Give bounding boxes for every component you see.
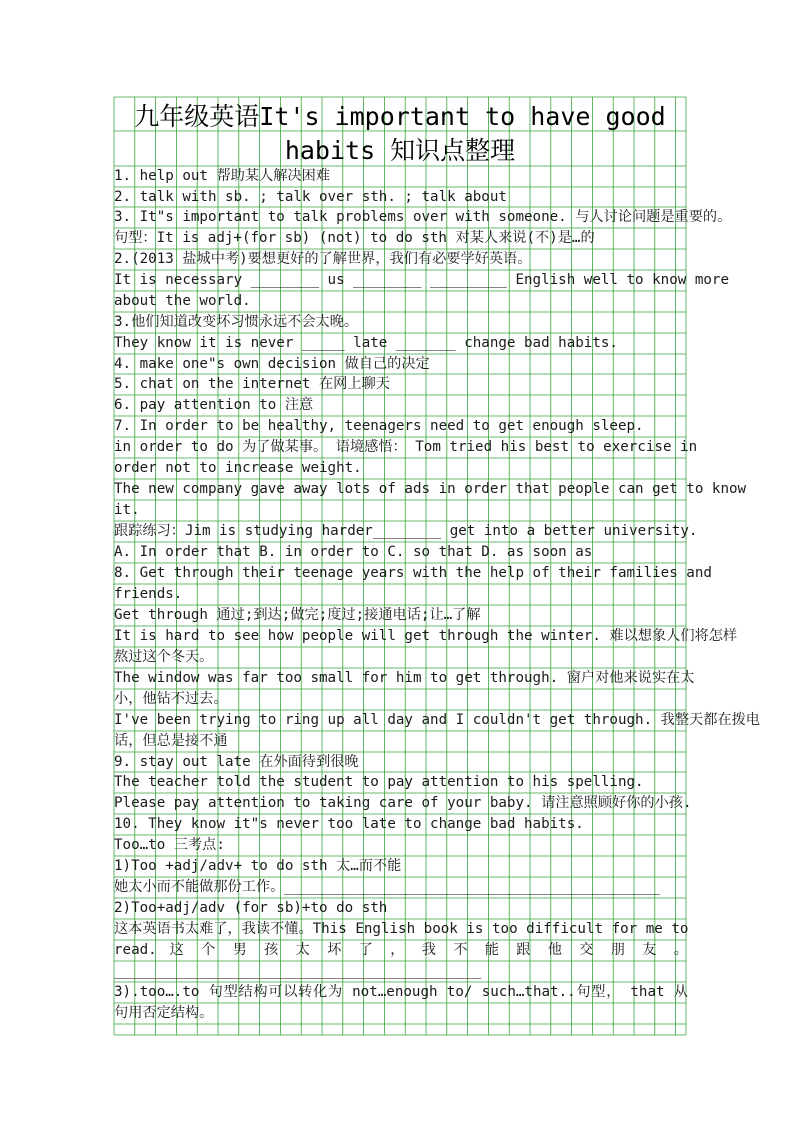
text-line: 5. chat on the internet 在网上聊天 bbox=[114, 376, 390, 392]
text-line: about the world. bbox=[114, 293, 251, 309]
text-line: 3.他们知道改变坏习惯永远不会太晚。 bbox=[114, 314, 359, 330]
text-line: Please pay attention to taking care of your baby. 请注意照顾好你的小孩. bbox=[114, 795, 692, 811]
text-line: 熬过这个冬天。 bbox=[114, 649, 214, 665]
text-line: 2)Too+adj/adv (for sb)+to do sth bbox=[114, 900, 388, 916]
text-line: 9. stay out late 在外面待到很晚 bbox=[114, 754, 359, 770]
text-line bbox=[114, 711, 760, 729]
text-line bbox=[114, 271, 729, 289]
text-line: 10. They know it"s never too late to change bad habits. bbox=[114, 816, 584, 832]
text-line: 小，他钻不过去。 bbox=[114, 691, 228, 707]
text-line bbox=[114, 669, 695, 687]
text-line: 她太小而不能做那份工作。____________________________________________ bbox=[114, 879, 661, 895]
text-line bbox=[114, 564, 712, 582]
text-line: 句型：It is adj+(for sb) (not) to do sth 对某人来说(不)是…的 bbox=[114, 230, 595, 246]
text-line: it. bbox=[114, 502, 140, 518]
text-line: A. In order that B. in order to C. so that D. as soon as bbox=[114, 544, 593, 560]
text-line: 话，但总是接不通 bbox=[114, 733, 228, 749]
document-title-line-2: habits 知识点整理 bbox=[284, 136, 516, 165]
text-line: They know it is never _____ late _______ change bad habits. bbox=[114, 335, 618, 351]
text-line bbox=[114, 983, 688, 1001]
text-line: 2.(2013 盐城中考)要想更好的了解世界，我们有必要学好英语。 bbox=[114, 251, 532, 267]
text-line: 1. help out 帮助某人解决困难 bbox=[114, 168, 330, 184]
text-line: Too…to 三考点: bbox=[114, 837, 225, 853]
text-line: ___________________________________________ bbox=[114, 963, 482, 979]
text-line-content: The new company gave away lots of ads in order that people can get to know bbox=[114, 481, 747, 497]
text-line: 3. It"s important to talk problems over with someone. 与人讨论问题是重要的。 bbox=[114, 209, 732, 225]
text-line bbox=[114, 480, 747, 498]
text-line-content: The window was far too small for him to get through. 窗户对他来说实在太 bbox=[114, 670, 695, 686]
text-line-content: 8. Get through their teenage years with the help of their families and bbox=[114, 565, 712, 581]
text-line bbox=[114, 920, 688, 938]
text-line: 7. In order to be healthy, teenagers need to get enough sleep. bbox=[114, 418, 644, 434]
text-line-content: 3).too….to 句型结构可以转化为 not…enough to/ such…that..句型， that 从 bbox=[114, 984, 688, 1000]
text-line: 1)Too +adj/adv+ to do sth 太…而不能 bbox=[114, 858, 402, 874]
text-line bbox=[114, 438, 698, 456]
text-line: Get through 通过;到达;做完;度过;接通电话;让…了解 bbox=[114, 607, 481, 623]
text-line bbox=[114, 627, 738, 645]
text-line-content: read. 这 个 男 孩 太 坏 了 ， 我 不 能 跟 他 交 朋 友 。 bbox=[114, 942, 688, 958]
text-line bbox=[114, 941, 688, 959]
text-line-content: 这本英语书太难了，我读不懂。This English book is too difficult for me to bbox=[114, 921, 689, 937]
text-line: friends. bbox=[114, 586, 183, 602]
text-line-content: I've been trying to ring up all day and I couldn't get through. 我整天都在拨电 bbox=[114, 712, 760, 728]
text-line: 2. talk with sb. ; talk over sth. ; talk about bbox=[114, 189, 507, 205]
text-line: 4. make one"s own decision 做自己的决定 bbox=[114, 356, 430, 372]
text-line-content: It is necessary ________ us ________ _________ English well to know more bbox=[114, 272, 729, 288]
text-line: The teacher told the student to pay attention to his spelling. bbox=[114, 774, 644, 790]
text-line-content: in order to do 为了做某事。 语境感悟： Tom tried his best to exercise in bbox=[114, 439, 698, 455]
text-line: 跟踪练习：Jim is studying harder________ get into a better university. bbox=[114, 523, 698, 539]
document-title-line-1: 九年级英语It's important to have good bbox=[134, 102, 666, 131]
text-line: 6. pay attention to 注意 bbox=[114, 397, 314, 413]
text-line: order not to increase weight. bbox=[114, 460, 362, 476]
text-line-content: It is hard to see how people will get through the winter. 难以想象人们将怎样 bbox=[114, 628, 738, 644]
text-line: 句用否定结构。 bbox=[114, 1005, 214, 1021]
